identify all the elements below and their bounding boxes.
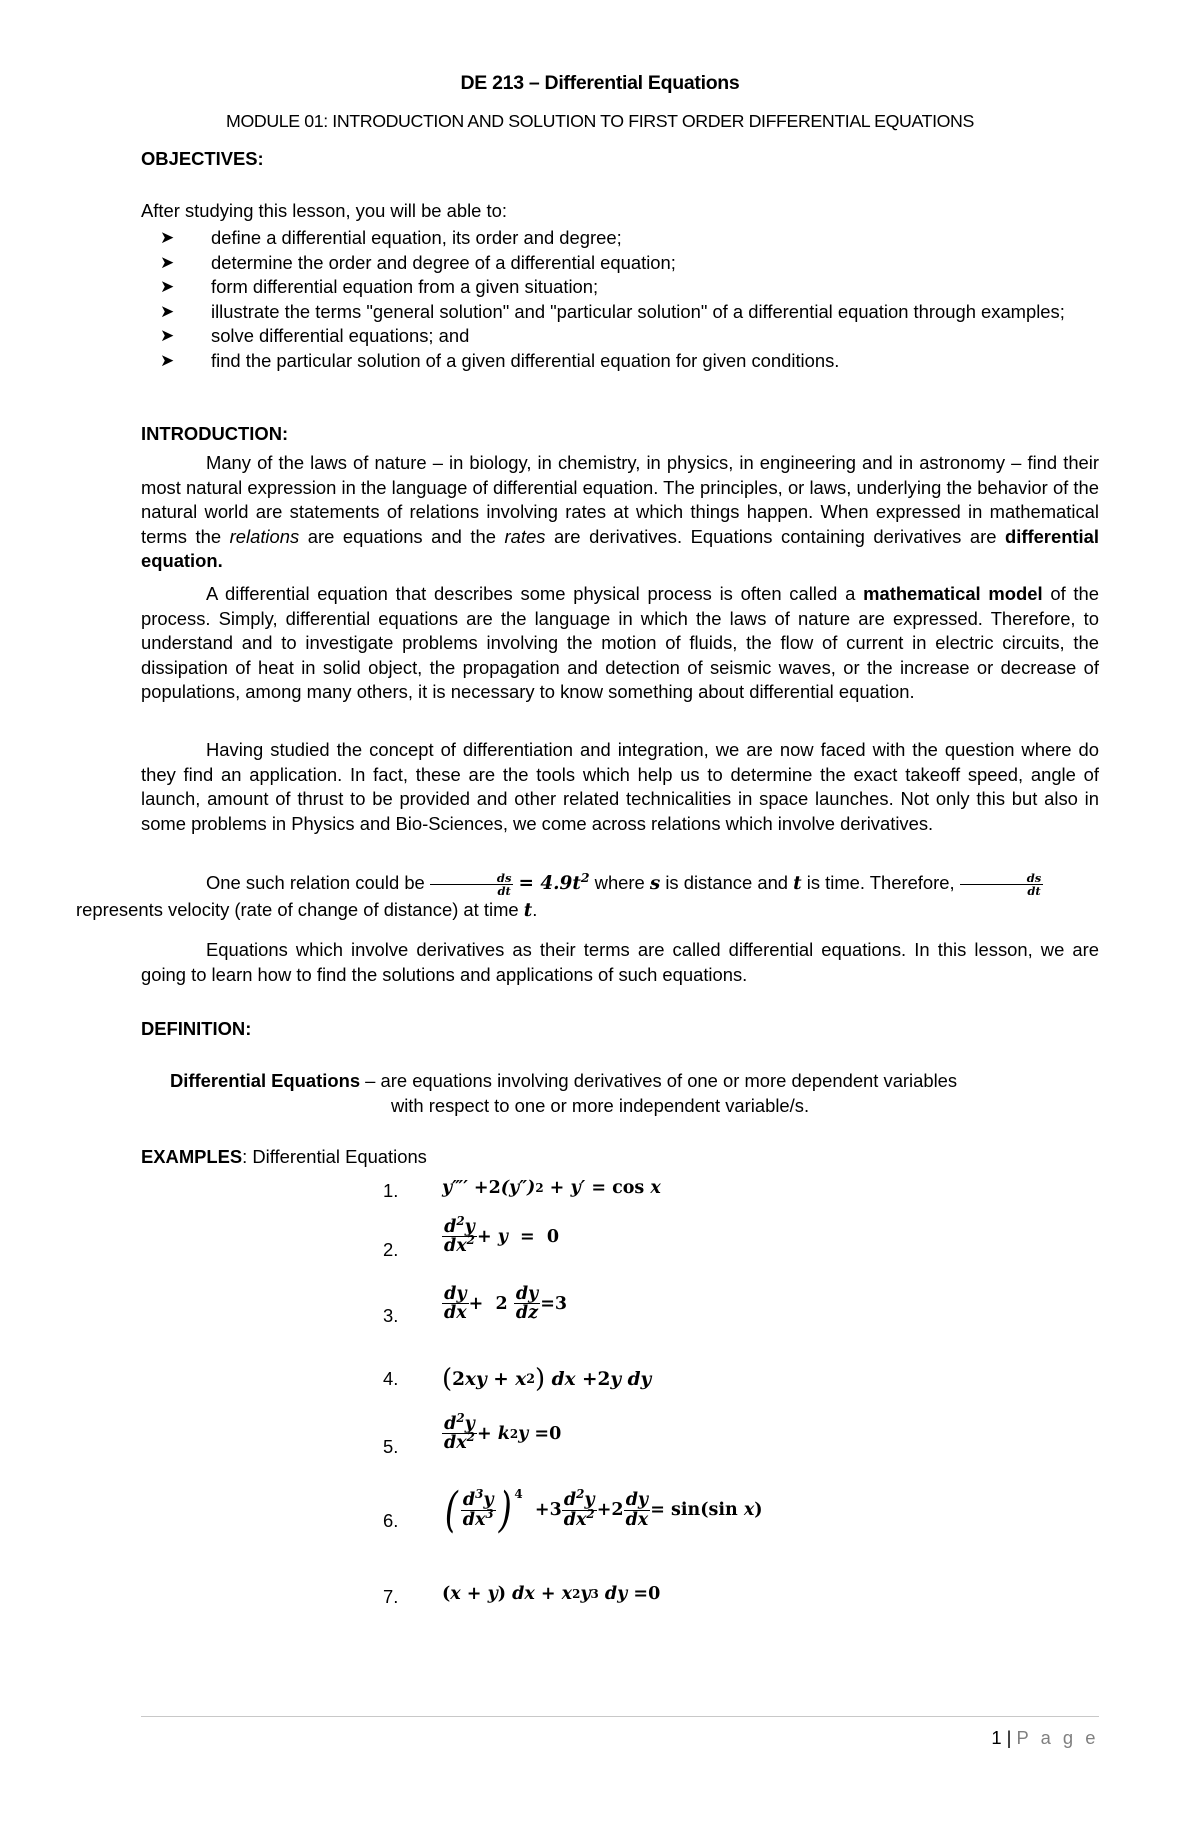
arrow-bullet-icon: ➤ [160,277,175,297]
objectives-intro: After studying this lesson, you will be able to: [141,200,507,221]
examples-heading: EXAMPLES: Differential Equations [141,1146,427,1167]
arrow-bullet-icon: ➤ [160,326,175,346]
page-footer: 1 | P a g e [991,1727,1099,1748]
document-title: DE 213 – Differential Equations [460,72,740,94]
objective-item: ➤ find the particular solution of a given differential equation for given conditions. [160,349,1100,374]
example-number: 4. [383,1368,399,1389]
objective-item: ➤ determine the order and degree of a differential equation; [160,251,1100,276]
example-equation-2: $\frac{d^2y}{dx^2}$ + y = 0 [444,1214,560,1257]
example-equation-4: ( 2 xy + x 2 ) dx + 2 y dy [442,1364,652,1394]
example-number: 2. [383,1239,399,1260]
arrow-bullet-icon: ➤ [160,228,175,247]
ds-dt-fraction: $\frac{ds}{dt}$ [960,872,1044,897]
intro-paragraph-4: One such relation could be $\frac{ds}{dt}$ = $4.9t^2$ where s is distance and t is time. Therefore, $\frac{ds}{dt}$ represents velocity (rate of change of distance) at time t. [76,869,1042,921]
objective-item: ➤ illustrate the terms "general solution" and "particular solution" of a differential equation through examples; [160,300,1100,325]
example-number: 7. [383,1586,399,1607]
arrow-bullet-icon: ➤ [160,301,175,321]
definition-text: Differential Equations – are equations involving derivatives of one or more dependent variables [170,1070,958,1091]
example-equation-6: ( $\frac{d^3y}{dx^3}$ ) $^4$ + 3 $\frac{d^2y}{dx^2}$ + 2 $\frac{dy}{dx}$ = sin(sin x ) [444,1482,763,1538]
definition-text-continued: with respect to one or more independent variable/s. [390,1095,810,1116]
objectives-list [160,226,1100,374]
objective-item: ➤ solve differential equations; and [160,324,1100,349]
example-equation-1: y‴′ + 2 (y″) 2 + y′ = cos x [442,1178,661,1198]
example-equation-7: ( x + y ) dx + x 2 y 3 dy = 0 [442,1584,661,1604]
intro-paragraph-1: Many of the laws of nature – in biology, in chemistry, in physics, in engineering and in astronomy – find their most natural expression in the language of differential equation. The principles, or laws, underlying the behavior of the natural world are statements of relations involving rates at which things happen. When expressed in mathematical terms the relations are equations and the rates are derivatives. Equations containing derivatives are differential equation. [141,452,1099,572]
arrow-bullet-icon: ➤ [160,350,175,370]
example-number: 5. [383,1436,399,1457]
objective-item: ➤ form differential equation from a given situation; [160,275,1100,300]
arrow-bullet-icon: ➤ [160,252,175,272]
intro-paragraph-5: Equations which involve derivatives as their terms are called differential equations. In this lesson, we are going to learn how to find the solutions and applications of such equations. [141,939,1099,985]
example-number: 3. [383,1305,399,1326]
footer-divider [141,1716,1099,1717]
objective-item: ➤ define a differential equation, its order and degree; [160,226,1100,251]
module-title: MODULE 01: INTRODUCTION AND SOLUTION TO FIRST ORDER DIFFERENTIAL EQUATIONS [226,111,974,131]
intro-paragraph-3: Having studied the concept of differentiation and integration, we are now faced with the question where do they find an application. In fact, these are the tools which help us to determine the exact takeoff speed, angle of launch, amount of thrust to be provided and other related technicalities in space launches. Not only this but also in some problems in Physics and Bio-Sciences, we come across relations which involve derivatives. [141,739,1099,834]
definition-heading: DEFINITION: [141,1018,252,1039]
example-equation-5: $\frac{d^2y}{dx^2}$ + k 2 y = 0 [444,1411,562,1454]
intro-paragraph-2: A differential equation that describes some physical process is often called a mathematical model of the process. Simply, differential equations are the language in which the laws of nature are expressed. Therefore, to understand and to investigate problems involving the motion of fluids, the flow of current in electric circuits, the dissipation of heat in solid object, the propagation and detection of seismic waves, or the increase or decrease of populations, among many others, it is necessary to know something about differential equation. [141,583,1100,703]
introduction-heading: INTRODUCTION: [141,423,289,444]
example-number: 6. [383,1510,399,1531]
objectives-heading: OBJECTIVES: [141,148,264,169]
example-number: 1. [383,1180,399,1201]
ds-dt-fraction: $\frac{ds}{dt}$ [430,872,514,897]
example-equation-3: $\frac{dy}{dx}$ + 2 $\frac{dy}{dz}$ = 3 [444,1284,568,1324]
